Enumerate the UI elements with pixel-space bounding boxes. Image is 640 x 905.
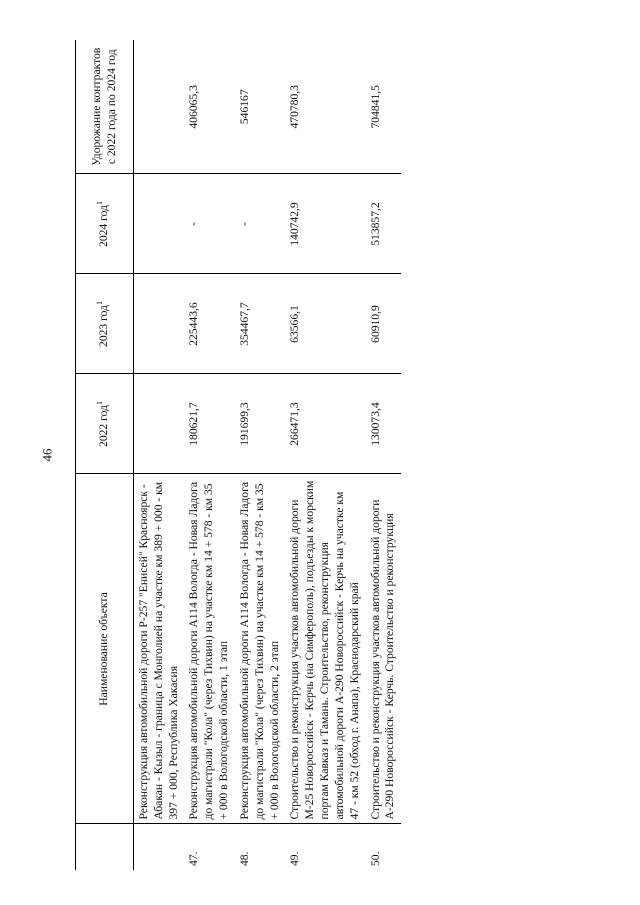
value-2022: [134, 374, 185, 474]
table-header-row: [76, 40, 134, 870]
footnote-mark: 1: [95, 301, 105, 306]
row-number: 48.: [237, 851, 251, 866]
header-year-2023: 2023 год$^1$: [76, 274, 134, 374]
value-increase: 470780,3: [285, 40, 365, 174]
value-2024: -: [184, 174, 234, 274]
value-2024: [134, 174, 185, 274]
value-2023: 225443,6: [184, 274, 234, 374]
object-name: Реконструкция автомобильной дороги А114 Вологда - Новая Ладога до магистрали "Кола" (через Тихвин) на участке км 14 + 578 - км 35 + 000 в Вологодской области, 2 этап: [235, 474, 285, 824]
row-number: 49.: [288, 851, 302, 866]
value-2024: 140742,9: [285, 174, 365, 274]
footnote-mark: 1: [95, 401, 105, 406]
row-number: 50.: [368, 851, 382, 866]
value-increase: 546167: [235, 40, 285, 174]
contracts-table: [75, 40, 401, 870]
value-increase: 704841,5: [366, 40, 402, 174]
row-number: [134, 824, 185, 870]
value-2022: 266471,3: [285, 374, 365, 474]
value-2022: 130073,4: [366, 374, 402, 474]
header-contract-increase: Удорожание контрактов с 2022 года по 2024 год: [76, 40, 134, 174]
table-row: [134, 40, 185, 870]
value-2022: 180621,7: [184, 374, 234, 474]
value-2024: -: [235, 174, 285, 274]
object-name: Строительство и реконструкция участков автомобильной дороги М-25 Новороссийск - Керчь (на Симферополь), подъезды к морским портам Кавказ и Тамань. Строительство, реконструкция автомобильной дороги А-290 Новороссийск - Керчь на участке км 47 - км 52 (обход г. Анапа), Краснодарский край: [285, 474, 365, 824]
table-row: [235, 40, 285, 870]
header-num: [76, 824, 134, 870]
table-row: [366, 40, 402, 870]
value-2023: 63566,1: [285, 274, 365, 374]
value-2023: 60910,9: [366, 274, 402, 374]
footnote-mark: 1: [95, 201, 105, 206]
value-2022: 191699,3: [235, 374, 285, 474]
value-increase: 406065,3: [184, 40, 234, 174]
header-object-name: Наименование объекта: [76, 474, 134, 824]
value-increase: [134, 40, 185, 174]
row-number: 47.: [187, 851, 201, 866]
rotated-table-container: [75, 40, 580, 870]
object-name: Реконструкция автомобильной дороги Р-257 "Енисей" Красноярск - Абакан - Кызыл - граница с Монголией на участке км 389 + 000 - км 397 + 000, Республика Хакасия: [134, 474, 185, 824]
table-row: [285, 40, 365, 870]
object-name: Реконструкция автомобильной дороги А114 Вологда - Новая Ладога до магистрали "Кола" (через Тихвин) на участке км 14 + 578 - км 35 + 000 в Вологодской области, 1 этап: [184, 474, 234, 824]
header-year-2022: 2022 год$^1$: [76, 374, 134, 474]
object-name: Строительство и реконструкция участков автомобильной дороги А-290 Новороссийск - Керчь. Строительство и реконструкция: [366, 474, 402, 824]
value-2023: 354467,7: [235, 274, 285, 374]
header-year-2024: 2024 год$^1$: [76, 174, 134, 274]
value-2024: 513857,2: [366, 174, 402, 274]
page-number: 46: [39, 448, 55, 462]
table-row: [184, 40, 234, 870]
value-2023: [134, 274, 185, 374]
